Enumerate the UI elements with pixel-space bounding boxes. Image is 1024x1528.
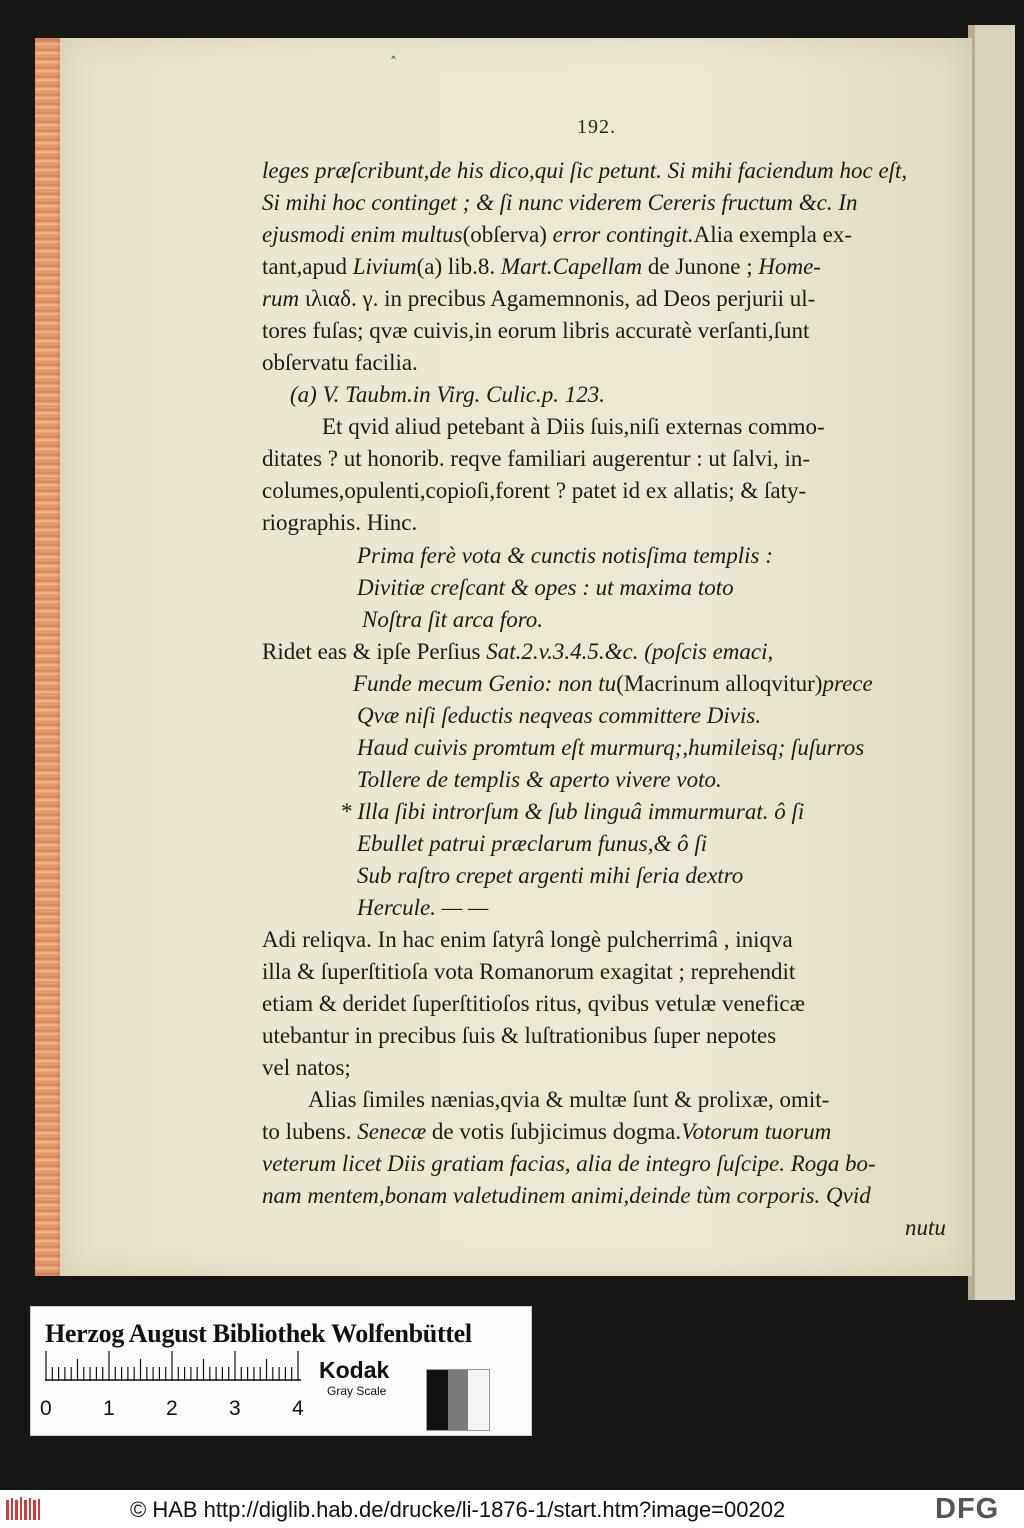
text-segment: (Macrinum alloqvitur) [616,671,823,696]
text-line [357,896,488,920]
gray-swatches [426,1369,490,1431]
text-line [322,415,825,439]
text-segment: Sat.2.v.3.4.5.&c. [486,639,639,664]
ruler-number: 2 [166,1397,178,1420]
text-segment: nam mentem,bonam valetudinem animi,deinde tùm corporis. Qvid [262,1183,871,1208]
text-line [262,351,418,375]
text-line [362,608,543,632]
text-segment: to lubens. [262,1119,358,1144]
text-segment: (poſcis emaci, [638,639,774,664]
text-line [340,800,804,824]
text-segment: illa & ſuperſtitioſa vota Romanorum exagitat ; reprehendit [262,959,796,984]
text-segment: Alia exempla ex- [693,222,853,247]
text-segment: utebantur in precibus ſuis & luſtrationibus ſuper nepotes [262,1023,777,1048]
text-segment: ιλιαδ. γ. in precibus Agamemnonis, ad Deos perjurii ul- [299,286,816,311]
text-line [262,223,852,247]
text-line [357,768,722,792]
text-segment: prece [822,671,873,696]
copyright-link[interactable]: © HAB http://diglib.hab.de/drucke/li-1876-1/start.htm?image=00202 [130,1497,786,1522]
text-segment: rum [262,286,300,311]
text-line [262,1152,876,1176]
dfg-logo: DFG [935,1493,1000,1525]
ruler-number: 4 [292,1397,304,1420]
text-segment: Ridet eas & ipſe Perſius [262,639,487,664]
text-line [262,640,773,664]
text-segment: veterum licet Diis gratiam facias, alia de integro ſuſcipe. Roga bo- [262,1151,876,1176]
barcode-icon [6,1496,42,1522]
text-segment: (a) lib.8. [416,254,501,279]
text-segment: Adi reliqva. In hac enim ſatyrâ longè pulcherrimâ , iniqva [262,927,793,952]
text-segment: Home- [758,254,821,279]
backing-board [975,25,1015,1300]
gray-swatch [427,1370,448,1430]
text-line [262,1024,776,1048]
text-line [357,864,743,888]
text-segment: leges præſcribunt,de his dico,qui ſic petunt. Si mihi faciendum hoc eſt, [262,158,908,183]
ruler-number: 1 [103,1397,115,1420]
text-line [357,736,864,760]
text-line [262,992,805,1016]
text-segment: Hercule. — — [357,895,489,920]
text-line [262,928,793,952]
text-line [905,1216,946,1240]
kodak-logo: Kodak [319,1357,390,1383]
text-segment: Et qvid aliud petebant à Diis ſuis,niſi externas commo- [322,414,825,439]
text-segment: Senecæ [357,1119,427,1144]
text-segment: Livium [352,254,417,279]
text-segment: Funde mecum Genio: non tu [353,671,617,696]
text-segment: obſervatu facilia. [262,350,418,375]
text-segment: Votorum tuorum [681,1119,832,1144]
text-line [308,1088,829,1112]
text-line [290,383,605,407]
text-line [262,255,821,279]
text-segment: nutu [905,1215,946,1240]
ruler-number: 0 [40,1397,52,1420]
text-segment: (obſerva) [462,222,547,247]
text-segment: Alias ſimiles nænias,qvia & multæ ſunt & prolixæ, omit- [308,1087,830,1112]
text-segment: ditates ? ut honorib. reqve familiari augerentur : ut ſalvi, in- [262,446,810,471]
text-segment: Sub raſtro crepet argenti mihi ſeria dextro [357,863,744,888]
text-segment: Qvæ niſi ſeductis neqveas committere Divis. [357,703,762,728]
text-line [357,832,707,856]
institution-name: Herzog August Bibliothek Wolfenbüttel [45,1319,472,1348]
text-line [262,1120,831,1144]
ruler-numbers [40,1397,345,1423]
text-segment: (a) V. Taubm.in Virg. Culic.p. 123. [290,382,605,407]
text-line [262,191,858,215]
text-line [262,960,795,984]
gray-scale-label: Gray Scale [327,1384,387,1398]
ruler-scale [45,1351,301,1381]
text-line [262,319,809,343]
text-line [262,511,417,535]
text-segment: columes,opulenti,copioſi,forent ? patet id ex allatis; & ſaty- [262,478,807,503]
text-segment: de votis ſubjicimus dogma. [426,1119,682,1144]
text-segment: Tollere de templis & aperto vivere voto. [357,767,722,792]
text-line [262,1056,351,1080]
text-segment: de Junone ; [642,254,759,279]
text-segment: vel natos; [262,1055,351,1080]
gray-swatch [468,1370,489,1430]
text-segment: tant,apud [262,254,353,279]
text-segment: Ebullet patrui præclarum funus,& ô ſi [357,831,708,856]
text-segment: Haud cuivis promtum eſt murmurq;,humileisq; ſuſurros [357,735,865,760]
gray-swatch [448,1370,469,1430]
text-segment: Divitiæ creſcant & opes : ut maxima toto [357,575,734,600]
text-line [262,1184,871,1208]
text-line [262,159,907,183]
text-line [262,287,815,311]
ruler-number: 3 [229,1397,241,1420]
text-segment: ejusmodi enim multus [262,222,463,247]
text-segment: Si mihi hoc continget ; & ſi nunc viderem Cereris fructum &c. In [262,190,858,215]
text-segment: Prima ferè vota & cunctis notisſima templis : [357,543,773,568]
page-number: 192. [577,116,616,138]
text-line [353,672,873,696]
text-segment: * Illa ſibi introrſum & ſub linguâ immurmurat. ô ſi [340,799,805,824]
footer-bar [0,1490,1024,1528]
text-segment: riographis. Hinc. [262,510,418,535]
text-segment: Noſtra ſit arca foro. [362,607,544,632]
text-segment: tores fuſas; qvæ cuivis,in eorum libris accuratè verſanti,ſunt [262,318,810,343]
page-mark: ˄ [390,55,397,71]
text-line [262,447,810,471]
text-line [262,479,806,503]
text-segment: Mart.Capellam [500,254,643,279]
text-line [357,704,761,728]
text-line [357,576,734,600]
text-line [357,544,773,568]
color-calibration-bar [30,1306,532,1436]
text-segment: etiam & deridet ſuperſtitioſos ritus, qvibus vetulæ veneficæ [262,991,805,1016]
text-segment: error contingit. [546,222,694,247]
